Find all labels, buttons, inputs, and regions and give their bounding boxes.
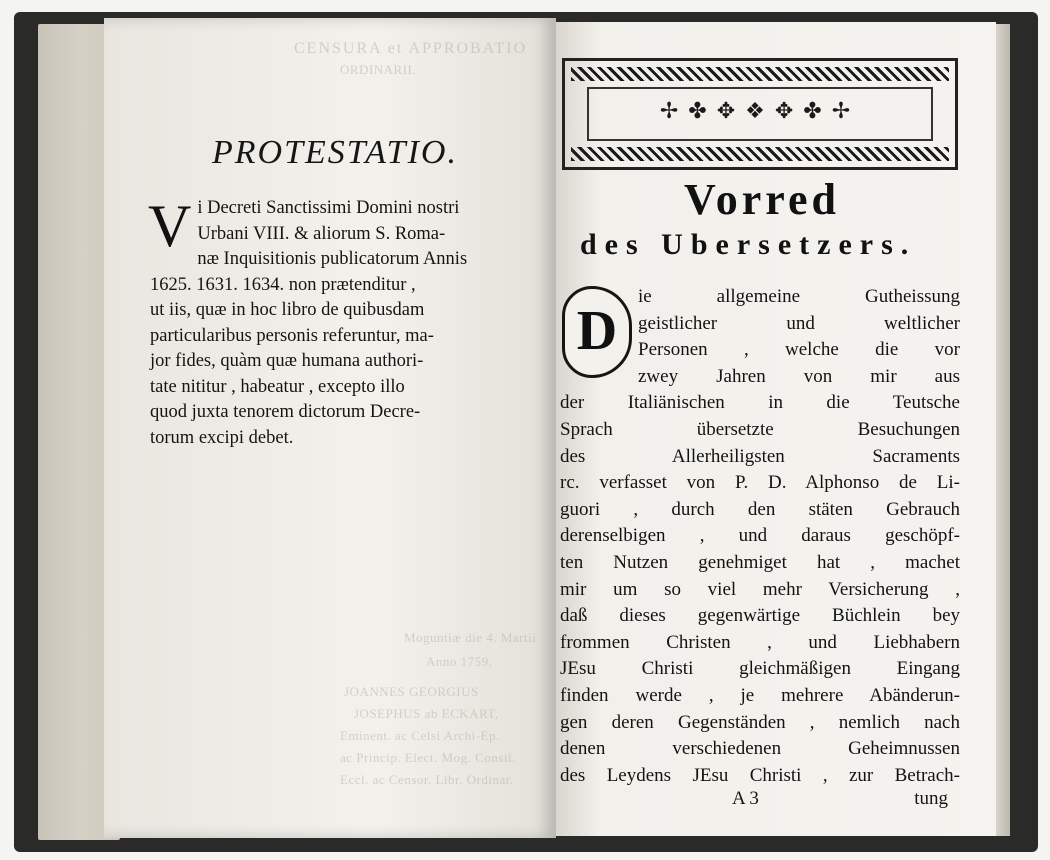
decorative-headpiece (562, 58, 958, 170)
vorred-line: gen deren Gegenständen , nemlich nach (560, 711, 960, 733)
page-footer (732, 788, 952, 810)
vorred-line: Personen , welche die vor (638, 339, 960, 361)
vorred-text (560, 284, 960, 789)
bleed-closing-1: Moguntiæ die 4. Martii (404, 630, 537, 645)
bleed-closing-2: Anno 1759. (426, 654, 493, 669)
vorred-line: rc. verfasset von P. D. Alphonso de Li- (560, 472, 960, 494)
vorred-line: mir um so viel mehr Versicherung , (560, 578, 960, 600)
vorred-line: geistlicher und weltlicher (638, 312, 960, 334)
protestatio-line: torum excipi debet. (150, 427, 294, 448)
protestatio-line: næ Inquisitionis publicatorum Annis (197, 249, 468, 269)
vorred-line: frommen Christen , und Liebhabern (560, 631, 960, 653)
drop-cap-v: V (148, 193, 192, 259)
vorred-line: guori , durch den stäten Gebrauch (560, 498, 960, 520)
protestatio-line: tate nititur , habeatur , excepto illo (150, 376, 405, 397)
ornament-band-bottom (571, 147, 949, 161)
drop-cap-d: D (562, 286, 632, 378)
protestatio-text (148, 193, 510, 451)
bleed-sig-2: JOSEPHUS ab ECKART, (354, 706, 499, 721)
protestatio-line: Urbani VIII. & aliorum S. Roma- (197, 223, 446, 244)
protestatio-title: PROTESTATIO. (212, 134, 458, 171)
bleed-header-1: CENSURA et APPROBATIO (294, 40, 528, 57)
signature-mark: A 3 (732, 788, 759, 809)
bleed-header-2: ORDINARII. (340, 62, 417, 77)
vorred-line: der Italiänischen in die Teutsche (560, 392, 960, 414)
right-page (556, 22, 996, 836)
protestatio-line: particularibus personis referuntur, ma- (150, 325, 434, 346)
bleed-sig-1: JOANNES GEORGIUS (344, 684, 479, 699)
vorred-line: zwey Jahren von mir aus (638, 365, 960, 387)
left-page (104, 18, 556, 838)
vorred-line: Sprach übersetzte Besuchungen (560, 418, 960, 440)
vorred-line: des Leydens JEsu Christi , zur Betrach- (560, 764, 960, 786)
vorred-line: ten Nutzen genehmiget hat , machet (560, 551, 960, 573)
vorred-line: des Allerheiligsten Sacraments (560, 445, 960, 467)
protestatio-line: quod juxta tenorem dictorum Decre- (150, 402, 421, 422)
protestatio-line: jor fides, quàm quæ humana authori- (150, 351, 424, 371)
vorred-line: derenselbigen , und daraus geschöpf- (560, 525, 960, 547)
vorred-line: denen verschiedenen Geheimnussen (560, 738, 960, 760)
catchword: tung (914, 788, 948, 809)
vorred-line: daß dieses gegenwärtige Büchlein bey (560, 605, 960, 627)
protestatio-line: 1625. 1631. 1634. non prætenditur , (150, 274, 416, 295)
ornament-band-top (571, 67, 949, 81)
vorred-line: finden werde , je mehrere Abänderun- (560, 684, 960, 706)
protestatio-line: i Decreti Sanctissimi Domini nostri (197, 198, 460, 218)
page-edges-right (996, 24, 1010, 836)
vorred-subtitle: des Ubersetzers. (580, 228, 917, 261)
ornament-motifs: ✢✤✥❖✥✤✢ (659, 99, 861, 124)
bleed-sig-5: Eccl. ac Censor. Libr. Ordinar. (340, 772, 514, 787)
bleed-sig-4: ac Princip. Elect. Mog. Consil. (340, 750, 516, 765)
vorred-line: ie allgemeine Gutheissung (638, 286, 960, 307)
vorred-line: JEsu Christi gleichmäßigen Eingang (560, 658, 960, 680)
vorred-title: Vorred (684, 175, 840, 224)
protestatio-line: ut iis, quæ in hoc libro de quibusdam (150, 300, 425, 320)
bleed-sig-3: Eminent. ac Celsi Archi-Ep. (340, 728, 500, 743)
